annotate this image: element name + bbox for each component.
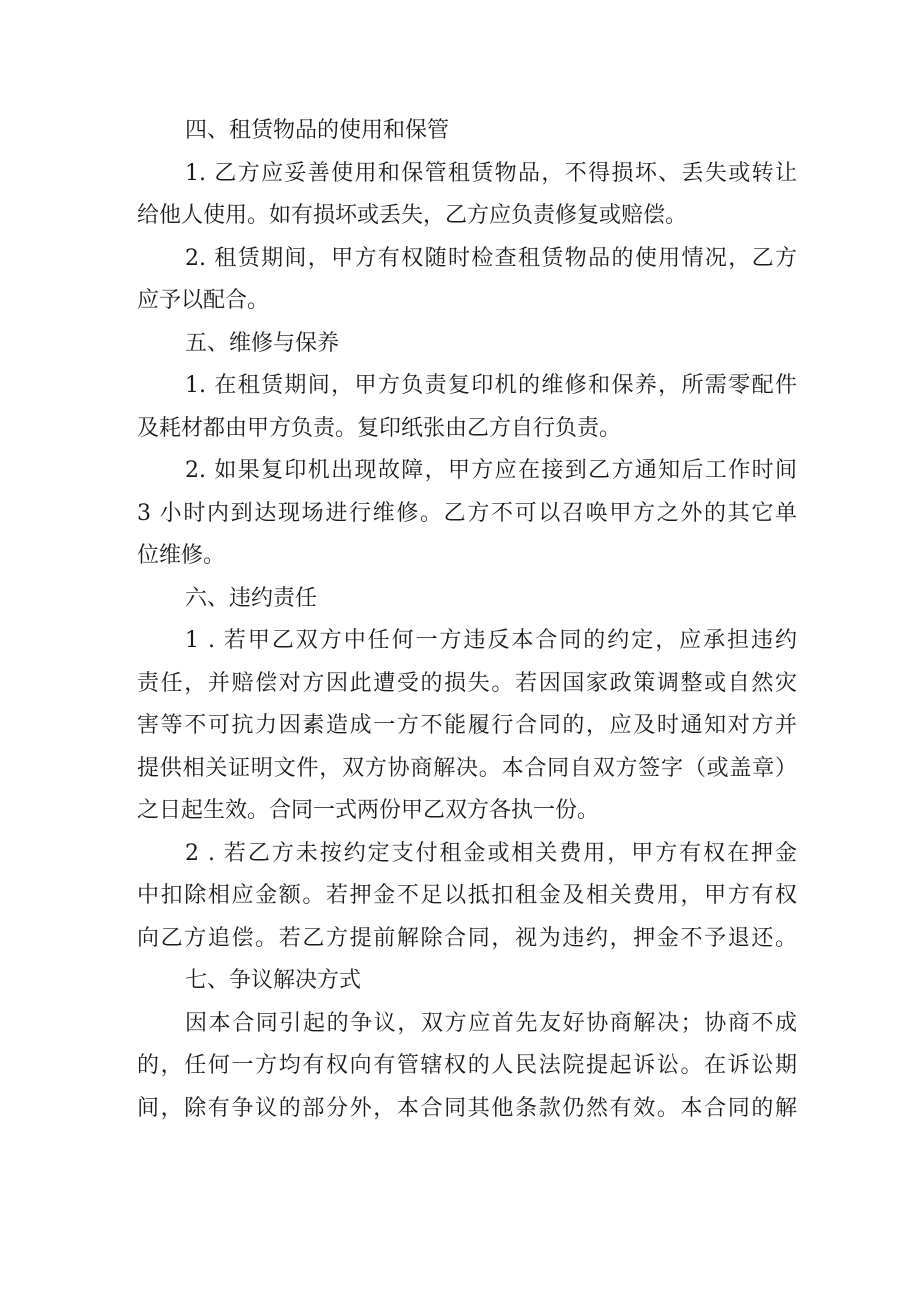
text-line: 中扣除相应金额。若押金不足以抵扣租金及相关费用，甲方有权 (137, 883, 797, 908)
text-line: 因本合同引起的争议，双方应首先友好协商解决；协商不成 (185, 1010, 797, 1036)
text-line: 害等不可抗力因素造成一方不能履行合同的，应及时通知对方并 (137, 713, 797, 738)
text-line: 责任，并赔偿对方因此遭受的损失。若因国家政策调整或自然灾 (137, 670, 797, 696)
text-line: 之日起生效。合同一式两份甲乙双方各执一份。 (137, 798, 600, 823)
text-line: 向乙方追偿。若乙方提前解除合同，视为违约，押金不予退还。 (137, 925, 797, 951)
text-line: 2. 如果复印机出现故障，甲方应在接到乙方通知后工作时间 (185, 458, 797, 483)
contract-body (137, 110, 797, 1130)
text-line: 应予以配合。 (137, 288, 270, 313)
text-line: 四、租赁物品的使用和保管 (185, 118, 450, 143)
text-line: 3 小时内到达现场进行维修。乙方不可以召唤甲方之外的其它单 (137, 500, 797, 526)
text-line: 提供相关证明文件，双方协商解决。本合同自双方签字（或盖章） (137, 755, 797, 781)
text-line: 2. 租赁期间，甲方有权随时检查租赁物品的使用情况，乙方 (185, 245, 797, 271)
text-line: 2 . 若乙方未按约定支付租金或相关费用，甲方有权在押金 (185, 840, 797, 866)
text-line: 1 . 若甲乙双方中任何一方违反本合同的约定，应承担违约 (185, 628, 797, 653)
text-line: 七、争议解决方式 (185, 968, 362, 993)
text-line: 1. 在租赁期间，甲方负责复印机的维修和保养，所需零配件 (185, 373, 797, 398)
text-line: 五、维修与保养 (185, 330, 340, 356)
text-line: 1. 乙方应妥善使用和保管租赁物品，不得损坏、丢失或转让 (185, 160, 797, 186)
text-line: 间，除有争议的部分外，本合同其他条款仍然有效。本合同的解 (137, 1095, 797, 1121)
text-line: 六、违约责任 (185, 585, 318, 611)
text-line: 的，任何一方均有权向有管辖权的人民法院提起诉讼。在诉讼期 (137, 1053, 797, 1078)
text-line: 给他人使用。如有损坏或丢失，乙方应负责修复或赔偿。 (137, 203, 688, 228)
text-line: 及耗材都由甲方负责。复印纸张由乙方自行负责。 (137, 415, 622, 441)
text-line: 位维修。 (137, 543, 226, 568)
